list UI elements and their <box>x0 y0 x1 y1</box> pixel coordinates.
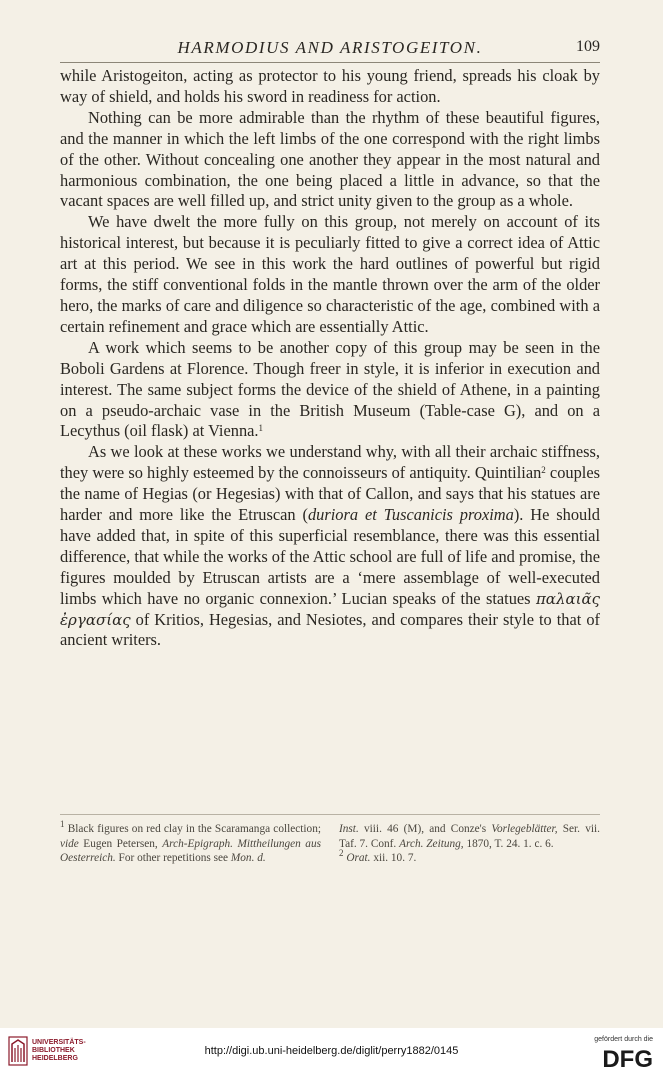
paragraph-4 <box>60 338 600 443</box>
footnote-2 <box>339 848 600 866</box>
paragraph-5-text-b: couples the name of Hegias (or Hegesias) with that of Callon, and says that his statues are harder and more like the Etruscan ( <box>60 463 600 525</box>
library-line-3: HEIDELBERG <box>32 1055 78 1062</box>
footnote-1-mon: Mon. d. <box>230 852 266 865</box>
footnote-ref-1: 1 <box>258 423 264 434</box>
page-number: 109 <box>576 38 600 55</box>
footnote-vorlegeblaetter: Vorlegeblätter, <box>491 823 558 835</box>
paragraph-5-text-d: of Kritios, Hegesias, and Nesiotes, and compares their style to that of ancient writers. <box>60 609 600 650</box>
paragraph-5-text-a: As we look at these works we understand why, with all their archaic stiffness, they were so highly esteemed by the connoisseurs of antiquity. Quintilian <box>60 442 600 483</box>
source-url[interactable]: http://digi.ub.uni-heidelberg.de/diglit/perry1882/0145 <box>204 1045 459 1057</box>
footnote-column-left <box>60 819 321 866</box>
main-text <box>60 66 600 651</box>
footnote-arch-zeitung: Arch. Zeitung, <box>399 837 464 850</box>
paragraph-1: while Aristogeiton, acting as protector to his young friend, spreads his cloak by way of shield, and holds his sword in readiness for action. <box>60 66 600 106</box>
footnote-column-right <box>339 822 600 866</box>
footnote-cont-text-c: 1870, T. 24. 1. c. 6. <box>463 837 554 850</box>
footnote-1-text-a: Black figures on red clay in the Scaramanga collection; <box>64 823 321 835</box>
header-rule <box>60 62 600 63</box>
library-line-2: BIBLIOTHEK <box>32 1047 75 1054</box>
dfg-logo-text: DFG <box>602 1046 653 1070</box>
footnote-1-number: 1 <box>60 819 65 829</box>
footnote-2-text: xii. 10. 7. <box>370 852 417 865</box>
footnote-1-citation: Arch-Epigraph. Mittheilungen aus Oesterreich. <box>60 837 321 865</box>
paragraph-5-text-c: ). He should have added that, in spite of this superficial resemblance, there was this essential difference, that while the works of the Attic school are full of life and promise, the figures moulded by Etruscan artists are a ‘mere assemblage of well-executed limbs which have no organic connexion.’ Lucian speaks of the statues <box>60 505 600 608</box>
footnote-rule <box>60 814 600 815</box>
footnote-inst: Inst. <box>339 823 359 835</box>
digitization-footer <box>0 1028 663 1076</box>
footnote-cont-text-a: viii. 46 (M), and Conze's <box>358 823 492 835</box>
latin-quotation: duriora et Tuscanicis proxima <box>307 505 514 525</box>
paragraph-4-text: A work which seems to be another copy of this group may be seen in the Boboli Gardens at Florence. Though freer in style, it is inferior in execution and interest. The same subject forms the device of the shield of Athene, in a painting on a pseudo-archaic vase in the British Museum (Table-case G), and on a Lecythus (oil flask) at Vienna. <box>60 337 600 441</box>
footnote-1-text-c: For other repetitions see <box>115 852 231 865</box>
dfg-logo-icon <box>587 1046 653 1070</box>
paragraph-5 <box>60 442 600 651</box>
sponsor-text: gefördert durch die <box>594 1036 653 1043</box>
sponsor-block <box>573 1036 653 1070</box>
footnotes <box>60 819 600 866</box>
footnote-1-text-b: Eugen Petersen, <box>78 837 163 850</box>
footnote-1-continued <box>339 822 600 851</box>
greek-phrase: παλαιᾶς ἐργασίας <box>60 589 600 629</box>
library-line-1: UNIVERSITÄTS- <box>32 1039 86 1046</box>
running-head <box>60 38 600 62</box>
footnote-1 <box>60 819 321 866</box>
footnote-2-number: 2 <box>339 848 344 859</box>
paragraph-2: Nothing can be more admirable than the rhythm of these beautiful figures, and the manner in which the left limbs of the one correspond with the right limbs of the other. Without concealing one another they appear in the most natural and harmonious combination, the one being placed a little in advance, so that the vacant spaces are well filled up, and strict unity given to the group as a whole. <box>60 107 600 211</box>
footnote-2-orat: Orat. <box>346 852 371 865</box>
paragraph-3: We have dwelt the more fully on this group, not merely on account of its historical interest, but because it is peculiarly fitted to give a correct idea of Attic art at this period. We see in this work the hard outlines of powerful but rigid forms, the stiff conventional folds in the mantle thrown over the arm of the older hero, the marks of care and diligence so characteristic of the age, combined with a certain refinement and grace which are essentially Attic. <box>60 212 600 336</box>
footnote-ref-2: 2 <box>541 465 546 476</box>
footnote-cont-text-b: Ser. vii. Taf. 7. Conf. <box>339 823 600 850</box>
running-title: HARMODIUS AND ARISTOGEITON. <box>177 38 483 57</box>
footnote-1-vide: vide <box>60 837 79 850</box>
